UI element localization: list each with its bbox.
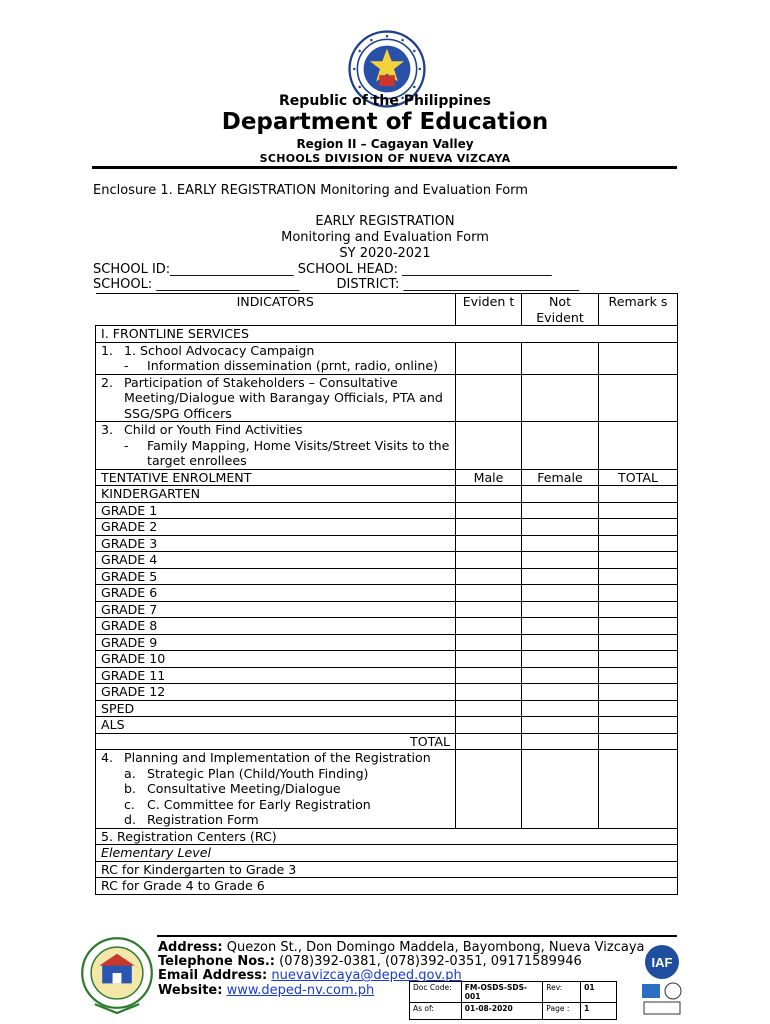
item-youth-find-sub: Family Mapping, Home Visits/Street Visits to the target enrollees bbox=[147, 437, 450, 468]
female-cell[interactable] bbox=[522, 486, 599, 503]
department-heading: Department of Education bbox=[221, 109, 549, 135]
rc-grade4-grade6: RC for Grade 4 to Grade 6 bbox=[96, 878, 678, 895]
not-evident-cell[interactable] bbox=[522, 750, 599, 829]
female-cell[interactable] bbox=[522, 700, 599, 717]
sub-item-text: Strategic Plan (Child/Youth Finding) bbox=[147, 765, 369, 781]
email-link[interactable]: nuevavizcaya@deped.gov.ph bbox=[271, 968, 462, 983]
male-cell[interactable] bbox=[456, 684, 522, 701]
table-row bbox=[96, 861, 678, 878]
division-heading: SCHOOLS DIVISION OF NUEVA VIZCAYA bbox=[259, 152, 511, 165]
table-row bbox=[96, 667, 678, 684]
website-link[interactable]: www.deped-nv.com.ph bbox=[226, 983, 375, 998]
table-row bbox=[96, 535, 678, 552]
grade-label: GRADE 7 bbox=[96, 601, 456, 618]
form-title-line3: SY 2020-2021 bbox=[339, 246, 431, 261]
female-cell[interactable] bbox=[522, 585, 599, 602]
section-frontline: I. FRONTLINE SERVICES bbox=[96, 326, 678, 343]
item-stakeholders: Participation of Stakeholders – Consultative Meeting/Dialogue with Barangay Officials, PTA and SSG/SPG Officers bbox=[124, 374, 443, 421]
planning-sub-item bbox=[101, 766, 450, 782]
table-row bbox=[96, 486, 678, 503]
item-youth-find: Child or Youth Find Activities bbox=[124, 422, 303, 437]
item-number: 3. bbox=[101, 422, 114, 437]
phone-label: Telephone Nos.: bbox=[158, 954, 276, 969]
total-cell[interactable] bbox=[599, 568, 678, 585]
header-remarks: Remark s bbox=[599, 294, 678, 326]
male-cell[interactable] bbox=[456, 733, 522, 750]
female-cell[interactable] bbox=[522, 568, 599, 585]
item-registration-centers: 5. Registration Centers (RC) bbox=[96, 828, 678, 845]
doc-code-value: FM-OSDS-SDS-001 bbox=[461, 982, 543, 1003]
female-cell[interactable] bbox=[522, 502, 599, 519]
address-label: Address: bbox=[158, 940, 223, 955]
footer-divider bbox=[157, 935, 677, 937]
grade-label: SPED bbox=[96, 700, 456, 717]
total-cell[interactable] bbox=[599, 700, 678, 717]
sub-item-letter: c. bbox=[124, 796, 135, 812]
grade-label: GRADE 8 bbox=[96, 618, 456, 635]
grade-label: GRADE 11 bbox=[96, 667, 456, 684]
female-cell[interactable] bbox=[522, 601, 599, 618]
table-row bbox=[96, 601, 678, 618]
grade-label: GRADE 2 bbox=[96, 519, 456, 536]
total-cell[interactable] bbox=[599, 519, 678, 536]
item-dash: - bbox=[124, 358, 129, 373]
male-cell[interactable] bbox=[456, 634, 522, 651]
table-row bbox=[96, 651, 678, 668]
male-cell[interactable] bbox=[456, 486, 522, 503]
header-evident: Eviden t bbox=[456, 294, 522, 326]
male-cell[interactable] bbox=[456, 717, 522, 734]
table-row bbox=[96, 326, 678, 343]
footer-address bbox=[158, 940, 645, 955]
male-cell[interactable] bbox=[456, 519, 522, 536]
table-row bbox=[96, 568, 678, 585]
table-row bbox=[96, 585, 678, 602]
total-cell[interactable] bbox=[599, 717, 678, 734]
grade-label: GRADE 5 bbox=[96, 568, 456, 585]
enclosure-title: Enclosure 1. EARLY REGISTRATION Monitoring and Evaluation Form bbox=[93, 183, 528, 198]
header-divider bbox=[92, 166, 677, 169]
total-cell[interactable] bbox=[599, 667, 678, 684]
grade-label: GRADE 4 bbox=[96, 552, 456, 569]
item-number: 4. bbox=[101, 750, 114, 765]
planning-sub-item bbox=[101, 797, 450, 813]
female-cell[interactable] bbox=[522, 519, 599, 536]
evident-cell[interactable] bbox=[456, 422, 522, 470]
table-row bbox=[96, 469, 678, 486]
not-evident-cell[interactable] bbox=[522, 422, 599, 470]
male-cell[interactable] bbox=[456, 535, 522, 552]
evident-cell[interactable] bbox=[456, 750, 522, 829]
form-title-line2: Monitoring and Evaluation Form bbox=[281, 230, 489, 245]
table-row bbox=[96, 733, 678, 750]
email-label: Email Address: bbox=[158, 968, 268, 983]
table-row bbox=[96, 502, 678, 519]
evident-cell[interactable] bbox=[456, 342, 522, 374]
enrolment-total-header: TOTAL bbox=[599, 469, 678, 486]
table-row bbox=[96, 845, 678, 862]
grade-label: GRADE 9 bbox=[96, 634, 456, 651]
page-value: 1 bbox=[581, 1003, 617, 1020]
total-cell[interactable] bbox=[599, 618, 678, 635]
item-dash: - bbox=[124, 437, 129, 453]
male-cell[interactable] bbox=[456, 568, 522, 585]
male-cell[interactable] bbox=[456, 601, 522, 618]
female-cell[interactable] bbox=[522, 634, 599, 651]
total-cell[interactable] bbox=[599, 651, 678, 668]
monitoring-table bbox=[95, 293, 678, 895]
planning-sub-item bbox=[101, 781, 450, 797]
school-id-field: SCHOOL ID:___________________ SCHOOL HEAD: _______________________ bbox=[93, 262, 552, 277]
item-advocacy-sub: Information dissemination (prnt, radio, online) bbox=[147, 358, 439, 373]
grade-rows bbox=[96, 486, 678, 734]
total-cell[interactable] bbox=[599, 502, 678, 519]
sub-item-text: Consultative Meeting/Dialogue bbox=[147, 781, 341, 796]
table-row bbox=[96, 634, 678, 651]
total-cell[interactable] bbox=[599, 585, 678, 602]
indicator-cell bbox=[96, 750, 456, 829]
enrolment-total-label: TOTAL bbox=[96, 733, 456, 750]
female-cell[interactable] bbox=[522, 717, 599, 734]
grade-label: GRADE 10 bbox=[96, 651, 456, 668]
rev-label: Rev: bbox=[543, 982, 581, 1003]
table-row bbox=[96, 552, 678, 569]
male-cell[interactable] bbox=[456, 618, 522, 635]
table-row bbox=[96, 374, 678, 422]
male-cell[interactable] bbox=[456, 700, 522, 717]
item-planning: Planning and Implementation of the Registration bbox=[124, 750, 431, 765]
remarks-cell[interactable] bbox=[599, 374, 678, 422]
elementary-level-label: Elementary Level bbox=[96, 845, 678, 862]
iaf-label: IAF bbox=[651, 955, 673, 970]
planning-sub-item bbox=[101, 812, 450, 828]
header-indicators: INDICATORS bbox=[96, 294, 456, 326]
header-not-evident: Not Evident bbox=[522, 294, 599, 326]
grade-label: GRADE 12 bbox=[96, 684, 456, 701]
indicator-cell bbox=[96, 342, 456, 374]
not-evident-cell[interactable] bbox=[522, 374, 599, 422]
sub-item-text: Registration Form bbox=[147, 812, 259, 827]
total-cell[interactable] bbox=[599, 486, 678, 503]
grade-label: GRADE 6 bbox=[96, 585, 456, 602]
male-cell[interactable] bbox=[456, 585, 522, 602]
item-number: 2. bbox=[101, 374, 114, 390]
total-cell[interactable] bbox=[599, 634, 678, 651]
indicator-cell bbox=[96, 422, 456, 470]
sub-item-letter: b. bbox=[124, 781, 136, 796]
female-cell[interactable] bbox=[522, 667, 599, 684]
enrolment-male-header: Male bbox=[456, 469, 522, 486]
form-title-line1: EARLY REGISTRATION bbox=[315, 214, 455, 229]
page-label: Page : bbox=[543, 1003, 581, 1020]
not-evident-cell[interactable] bbox=[522, 342, 599, 374]
female-cell[interactable] bbox=[522, 733, 599, 750]
table-row bbox=[96, 422, 678, 470]
total-cell[interactable] bbox=[599, 552, 678, 569]
total-cell[interactable] bbox=[599, 733, 678, 750]
rc-kinder-grade3: RC for Kindergarten to Grade 3 bbox=[96, 861, 678, 878]
doc-control-table bbox=[409, 981, 617, 1020]
website-label: Website: bbox=[158, 983, 223, 998]
table-header-row bbox=[96, 294, 678, 326]
grade-label: GRADE 1 bbox=[96, 502, 456, 519]
grade-label: KINDERGARTEN bbox=[96, 486, 456, 503]
male-cell[interactable] bbox=[456, 502, 522, 519]
item-advocacy: 1. School Advocacy Campaign bbox=[124, 342, 315, 358]
table-row bbox=[96, 700, 678, 717]
division-seal-icon bbox=[80, 936, 154, 1016]
remarks-cell[interactable] bbox=[599, 342, 678, 374]
republic-heading: Republic of the Philippines bbox=[279, 93, 491, 109]
male-cell[interactable] bbox=[456, 667, 522, 684]
phone-value: (078)392-0381, (078)392-0351, 09171589946 bbox=[279, 954, 582, 969]
total-cell[interactable] bbox=[599, 601, 678, 618]
table-row bbox=[96, 750, 678, 829]
footer-phone bbox=[158, 954, 582, 969]
rev-value: 01 bbox=[581, 982, 617, 1003]
footer-website bbox=[158, 983, 374, 998]
iaf-certification-icon bbox=[638, 944, 686, 1022]
table-row bbox=[96, 519, 678, 536]
female-cell[interactable] bbox=[522, 684, 599, 701]
female-cell[interactable] bbox=[522, 552, 599, 569]
asof-value: 01-08-2020 bbox=[461, 1003, 543, 1020]
remarks-cell[interactable] bbox=[599, 750, 678, 829]
remarks-cell[interactable] bbox=[599, 422, 678, 470]
grade-label: ALS bbox=[96, 717, 456, 734]
male-cell[interactable] bbox=[456, 651, 522, 668]
female-cell[interactable] bbox=[522, 651, 599, 668]
table-row bbox=[96, 618, 678, 635]
asof-label: As of: bbox=[410, 1003, 462, 1020]
sub-item-text: C. Committee for Early Registration bbox=[147, 796, 371, 812]
table-row bbox=[96, 828, 678, 845]
sub-item-letter: a. bbox=[124, 765, 136, 781]
male-cell[interactable] bbox=[456, 552, 522, 569]
region-heading: Region II – Cagayan Valley bbox=[296, 137, 474, 151]
total-cell[interactable] bbox=[599, 535, 678, 552]
item-planning-subs bbox=[101, 766, 450, 828]
enrolment-female-header: Female bbox=[522, 469, 599, 486]
female-cell[interactable] bbox=[522, 618, 599, 635]
doc-code-label: Doc Code: bbox=[410, 982, 462, 1003]
female-cell[interactable] bbox=[522, 535, 599, 552]
table-row bbox=[96, 717, 678, 734]
item-number: 1. bbox=[101, 342, 114, 358]
total-cell[interactable] bbox=[599, 684, 678, 701]
grade-label: GRADE 3 bbox=[96, 535, 456, 552]
sub-item-letter: d. bbox=[124, 812, 136, 827]
table-row bbox=[96, 878, 678, 895]
enrolment-label: TENTATIVE ENROLMENT bbox=[96, 469, 456, 486]
table-row bbox=[96, 342, 678, 374]
address-value: Quezon St., Don Domingo Maddela, Bayombong, Nueva Vizcaya bbox=[226, 940, 645, 955]
table-row bbox=[96, 684, 678, 701]
school-field: SCHOOL: ______________________ DISTRICT: ___________________________ bbox=[93, 277, 580, 292]
evident-cell[interactable] bbox=[456, 374, 522, 422]
indicator-cell bbox=[96, 374, 456, 422]
